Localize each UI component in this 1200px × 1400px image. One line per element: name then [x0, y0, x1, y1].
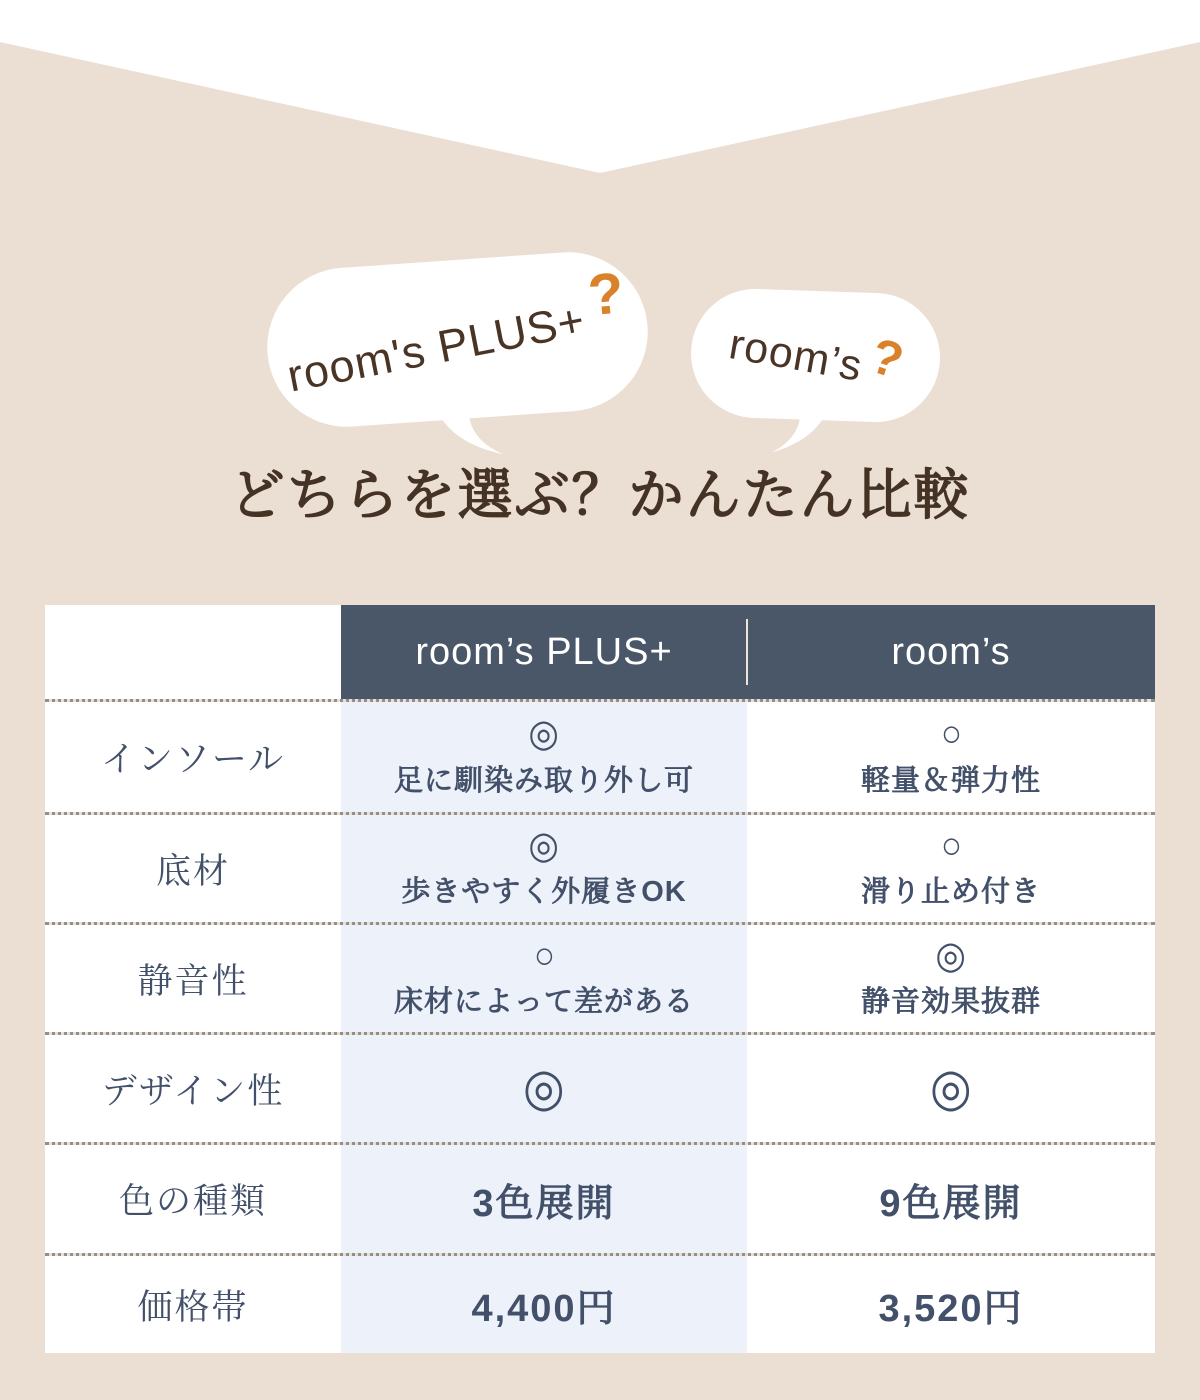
question-mark-icon: ? [863, 326, 911, 390]
rating-mark: ○ [940, 824, 962, 867]
table-row [45, 699, 1155, 812]
speech-bubble-rooms-plus [262, 247, 653, 432]
cell-rooms [747, 1035, 1155, 1142]
rating-note: 床材によって差がある [393, 986, 694, 1019]
cell-rooms-plus [341, 702, 747, 812]
cell-rooms [747, 1145, 1155, 1253]
row-label: デザイン性 [45, 1035, 341, 1142]
cell-rooms [747, 815, 1155, 922]
table-body [45, 699, 1155, 1353]
cell-rooms-plus [341, 1256, 747, 1353]
question-mark-icon: ? [585, 260, 628, 329]
cell-rooms-plus [341, 815, 747, 922]
rating-note: 4,400円 [471, 1288, 617, 1330]
row-label: 色の種類 [45, 1145, 341, 1253]
column-header-rooms: room’s [747, 605, 1155, 699]
header-corner-cell [45, 605, 341, 699]
page-title: どちらを選ぶ？かんたん比較 [229, 464, 971, 526]
cell-rooms-plus [341, 1145, 747, 1253]
table-row [45, 1032, 1155, 1142]
bubble-label [281, 260, 634, 406]
rating-note: 9色展開 [879, 1182, 1023, 1225]
cell-rooms-plus [341, 925, 747, 1032]
rating-mark: ○ [533, 934, 555, 977]
rating-note: 軽量＆弾力性 [860, 764, 1041, 797]
row-label: 静音性 [45, 925, 341, 1032]
table-row [45, 922, 1155, 1032]
table-header [45, 605, 1155, 699]
rating-mark: ◎ [935, 934, 967, 977]
table-row [45, 1142, 1155, 1253]
bubble-product-name: room's PLUS+ [283, 293, 590, 402]
bubble-product-name: room’s [725, 319, 866, 391]
row-label: 底材 [45, 815, 341, 922]
cell-rooms-plus [341, 1035, 747, 1142]
rating-note: 滑り止め付き [860, 876, 1041, 909]
rating-mark: ◎ [930, 1059, 972, 1118]
rating-note: 静音効果抜群 [860, 986, 1041, 1019]
bubble-label [725, 312, 911, 399]
rating-mark: ◎ [528, 824, 560, 867]
rating-note: 歩きやすく外履きOK [401, 876, 687, 909]
column-header-rooms-plus: room’s PLUS+ [341, 605, 747, 699]
comparison-table [45, 605, 1155, 1353]
row-label: インソール [45, 702, 341, 812]
rating-mark: ○ [940, 713, 962, 756]
top-v-notch [0, 0, 1200, 175]
cell-rooms [747, 1256, 1155, 1353]
table-row [45, 1253, 1155, 1353]
header-divider [746, 619, 748, 685]
row-label: 価格帯 [45, 1256, 341, 1353]
rating-note: 3,520円 [878, 1288, 1024, 1330]
rating-mark: ◎ [528, 713, 560, 756]
cell-rooms [747, 702, 1155, 812]
rating-mark: ◎ [523, 1059, 565, 1118]
table-row [45, 812, 1155, 922]
speech-bubble-rooms [689, 287, 942, 425]
rating-note: 3色展開 [472, 1182, 616, 1225]
rating-note: 足に馴染み取り外し可 [393, 764, 694, 797]
cell-rooms [747, 925, 1155, 1032]
